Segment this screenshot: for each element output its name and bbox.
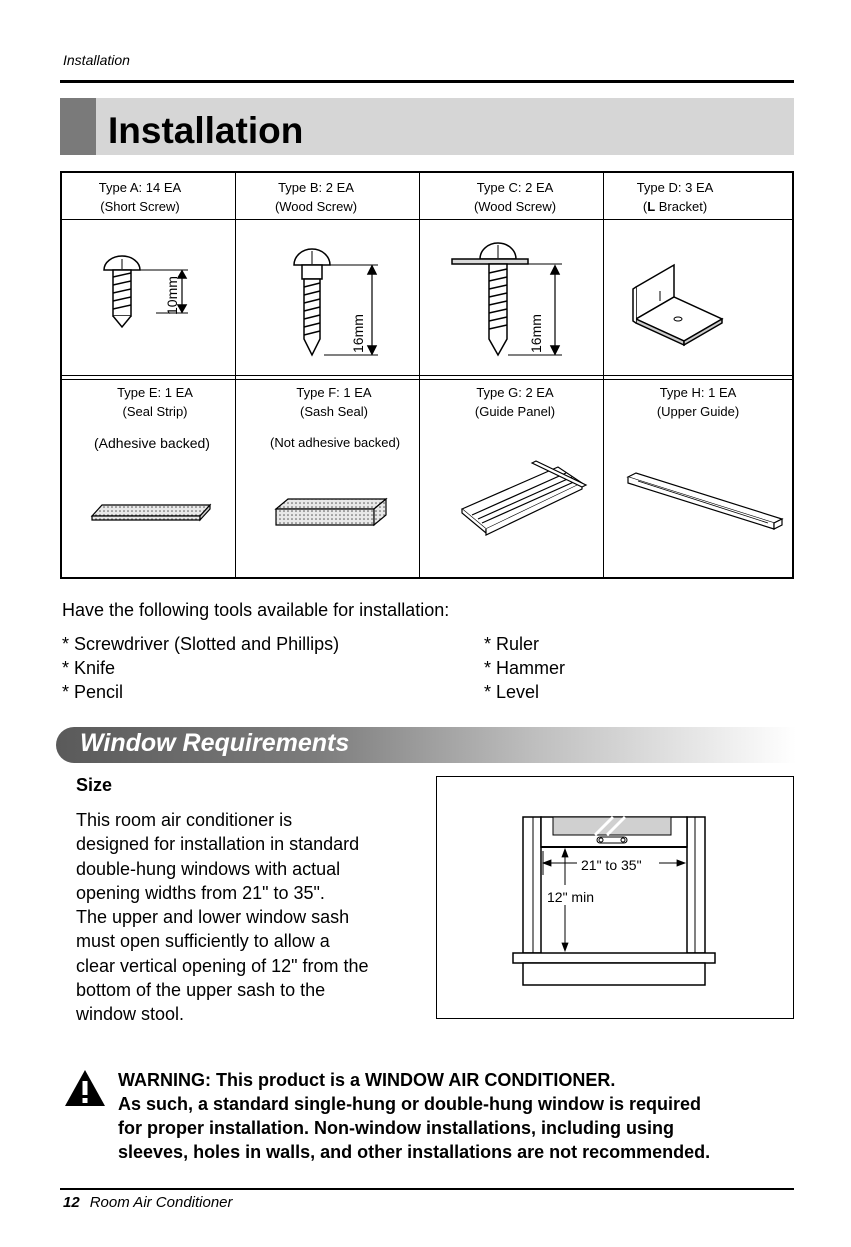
- size-line: designed for installation in standard: [76, 834, 360, 855]
- part-desc: (Guide Panel): [474, 404, 556, 419]
- part-type-h: [604, 383, 792, 421]
- sash-seal-icon: [276, 499, 386, 525]
- size-line: opening widths from 21" to 35".: [76, 882, 325, 903]
- tool-item: * Ruler: [484, 634, 540, 654]
- part-desc-bold: L: [647, 199, 656, 214]
- warning-line: for proper installation. Non-window installations, including using: [118, 1118, 674, 1138]
- size-subheading: Size: [76, 775, 113, 795]
- upper-guide-icon: [628, 473, 782, 529]
- seal-strip-icon: [92, 505, 210, 520]
- window-diagram: [436, 776, 794, 1019]
- size-line: clear vertical opening of 12" from the: [76, 955, 369, 976]
- tool-item: * Screwdriver (Slotted and Phillips): [62, 634, 340, 654]
- size-line: bottom of the upper sash to the: [76, 980, 326, 1001]
- seal-strip-note: (Adhesive backed): [94, 435, 210, 451]
- part-desc: (Short Screw): [100, 199, 180, 214]
- part-type-d: [604, 178, 746, 216]
- size-line: This room air conditioner is: [76, 810, 293, 830]
- footer: [63, 1194, 233, 1211]
- part-name: Type G: 2 EA: [476, 385, 554, 400]
- dimension-label-c: 16mm: [528, 314, 544, 353]
- header-section-label: Installation: [63, 52, 130, 68]
- guide-panel-icon: [462, 461, 586, 535]
- section-heading: Window Requirements: [80, 729, 350, 757]
- warning-text: [118, 1068, 808, 1164]
- tool-item: * Knife: [62, 658, 116, 678]
- part-type-b: [236, 178, 396, 216]
- part-name: Type B: 2 EA: [278, 180, 354, 195]
- part-type-e: [62, 383, 248, 421]
- size-line: must open sufficiently to allow a: [76, 931, 330, 952]
- dimension-label-a: 10mm: [164, 276, 180, 315]
- part-desc-suffix: Bracket): [655, 199, 708, 214]
- part-type-f: [236, 383, 432, 421]
- warning-line: WARNING: This product is a WINDOW AIR CONDITIONER.: [118, 1070, 616, 1090]
- page-number: 12: [63, 1194, 80, 1211]
- part-desc: (Wood Screw): [473, 199, 557, 214]
- part-name: Type F: 1 EA: [296, 385, 372, 400]
- table-divider: [62, 379, 792, 380]
- table-divider: [62, 219, 792, 220]
- part-desc: (Upper Guide): [656, 404, 740, 419]
- part-desc-prefix: (: [642, 199, 648, 214]
- tool-item: * Level: [484, 682, 540, 702]
- part-type-a: [62, 178, 218, 216]
- warning-line: As such, a standard single-hung or double-hung window is required: [118, 1094, 702, 1114]
- warning-line: sleeves, holes in walls, and other installations are not recommended.: [118, 1142, 711, 1162]
- footer-rule: [60, 1188, 794, 1190]
- part-type-c: [420, 178, 610, 216]
- part-desc: [604, 197, 746, 216]
- size-paragraph: [76, 808, 421, 1027]
- part-name: Type C: 2 EA: [476, 180, 554, 195]
- size-line: double-hung windows with actual: [76, 858, 341, 879]
- title-band-marker: [60, 98, 96, 155]
- l-bracket-icon: [633, 265, 722, 345]
- dimension-label-b: 16mm: [350, 314, 366, 353]
- size-line: window stool.: [76, 1004, 185, 1025]
- part-name: Type E: 1 EA: [117, 385, 193, 400]
- part-desc: (Sash Seal): [300, 404, 368, 419]
- part-desc: (Wood Screw): [274, 199, 358, 214]
- sash-seal-note: (Not adhesive backed): [270, 435, 401, 450]
- page-title: Installation: [108, 110, 304, 151]
- part-name: Type D: 3 EA: [636, 180, 714, 195]
- footer-title: Room Air Conditioner: [89, 1194, 233, 1211]
- warning-triangle-icon: [64, 1069, 106, 1107]
- tool-item: * Pencil: [62, 682, 124, 702]
- height-dimension-label: 12" min: [547, 889, 594, 905]
- tool-item: * Hammer: [484, 658, 566, 678]
- parts-illustrations: [62, 453, 792, 575]
- table-divider: [62, 375, 792, 376]
- size-line: The upper and lower window sash: [76, 907, 350, 928]
- part-name: Type A: 14 EA: [98, 180, 182, 195]
- window-drawing: [437, 777, 793, 1018]
- part-type-g: [420, 383, 610, 421]
- part-name: Type H: 1 EA: [659, 385, 737, 400]
- header-rule: [60, 80, 794, 83]
- part-desc: (Seal Strip): [122, 404, 188, 419]
- tools-intro: Have the following tools available for installation:: [62, 600, 450, 620]
- washer-screw-icon: [452, 243, 562, 355]
- parts-table: [60, 171, 794, 579]
- width-dimension-label: 21" to 35": [581, 857, 642, 873]
